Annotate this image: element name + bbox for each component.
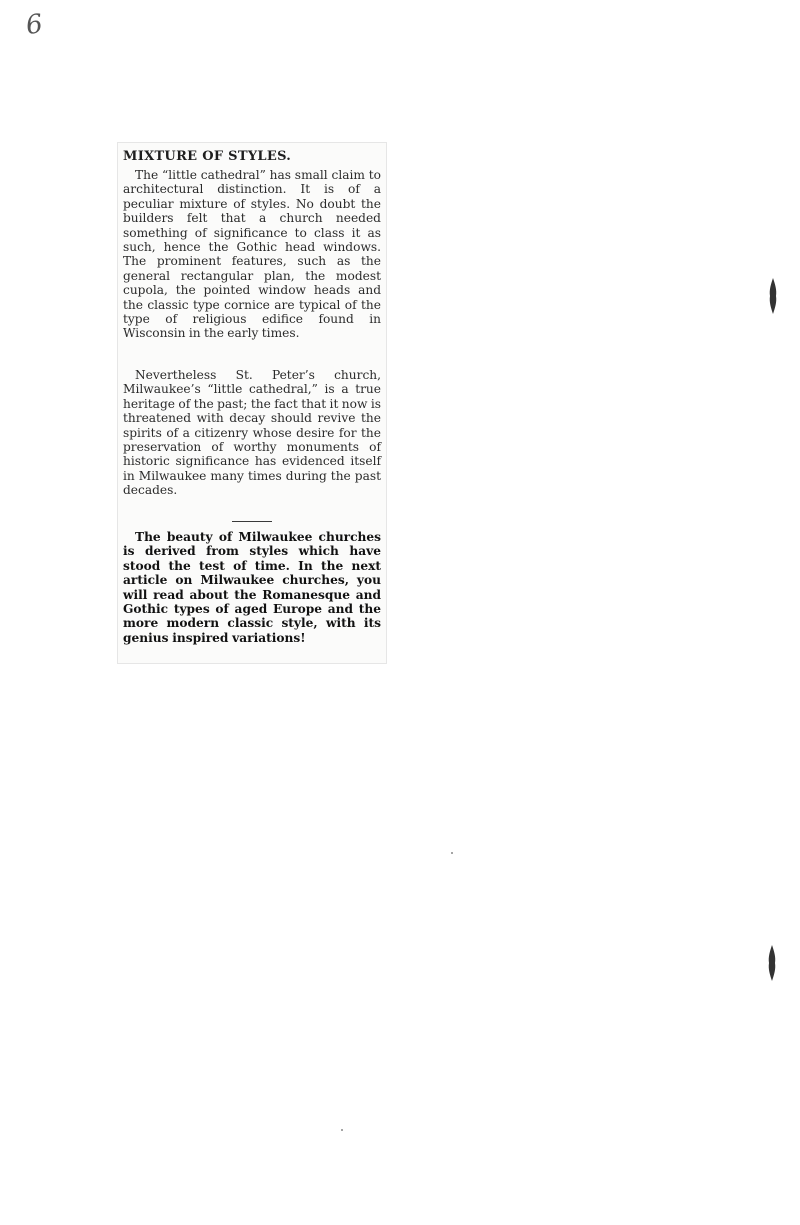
binder-hole-bottom [767,945,777,981]
binder-hole-top [768,278,778,314]
article-headline: MIXTURE OF STYLES. [123,149,292,164]
page-number: 6 [23,8,45,42]
article-paragraph: The “little cathedral” has small claim to architectural distinction. It is of a peculiar mixture of styles. No doubt the builders felt that a church needed something of significance to class it as such, hence the Gothic head windows. The prominent features, such as the general rectangular plan, the modest cupola, the pointed window heads and the classic type cornice are typical of the type of religious edifice found in Wisconsin in the early times. [123,168,381,341]
paper-speck [451,852,453,854]
article-paragraph: Nevertheless St. Peter’s church, Milwaukee’s “little cathedral,” is a true heritage of the past; the fact that it now is threatened with decay should revive the spirits of a citizenry whose desire for the preservation of worthy monuments of historic significance has evidenced itself in Milwaukee many times during the past decades. [123,368,381,498]
newspaper-clipping [118,143,386,663]
section-divider [232,521,272,522]
article-paragraph-teaser: The beauty of Milwaukee churches is derived from styles which have stood the test of time. In the next article on Milwaukee churches, you will read about the Romanesque and Gothic types of aged Europe and the more modern classic style, with its genius inspired variations! [123,530,381,645]
paper-speck [341,1129,343,1131]
